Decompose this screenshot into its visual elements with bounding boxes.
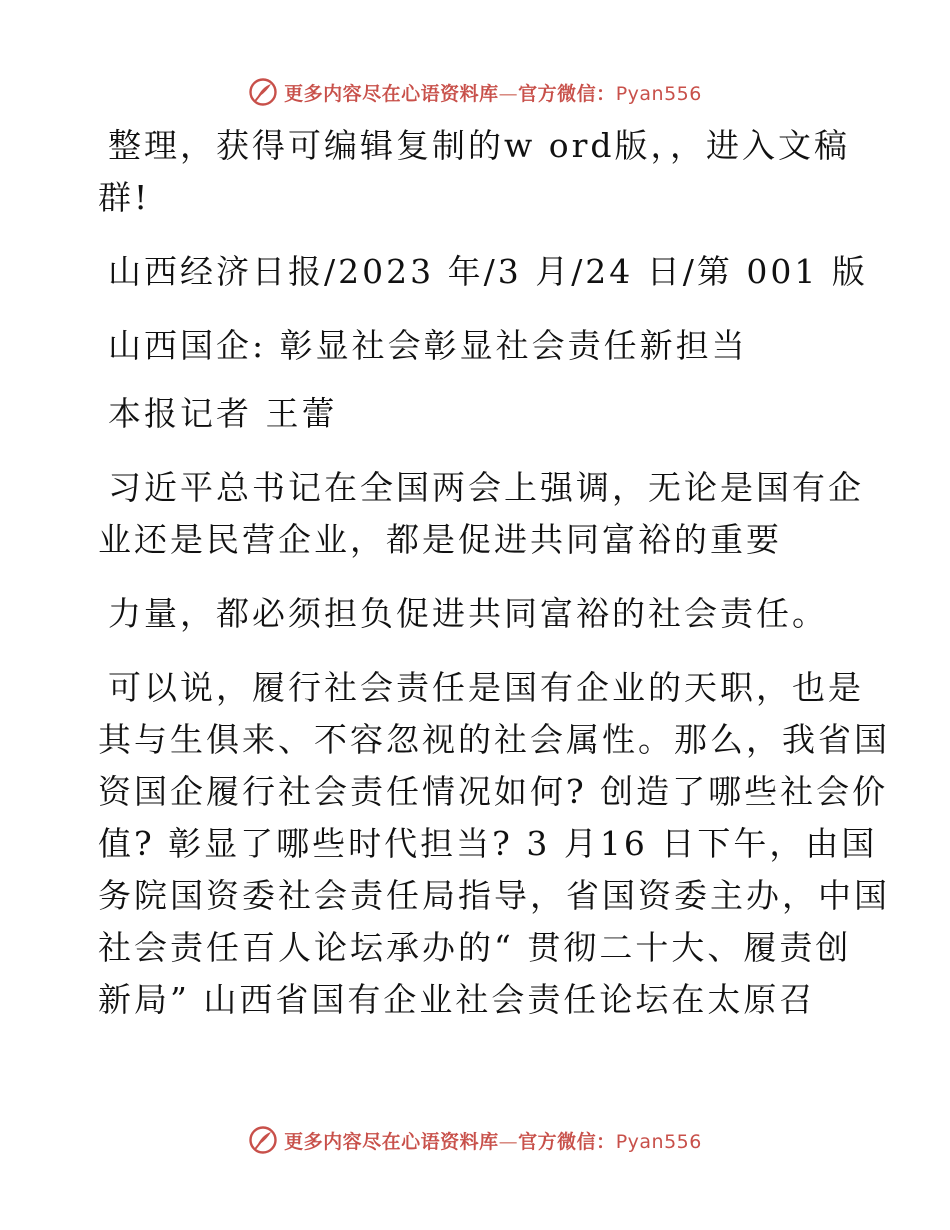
paragraph-3-line-7: 新局” 山西省国有企业社会责任论坛在太原召: [98, 980, 816, 1019]
article-headline: 山西国企: 彰显社会彰显社会责任新担当: [108, 326, 748, 365]
header-banner-wechat-label: 官方微信：: [518, 82, 616, 105]
paragraph-2-line-1: 力量，都必须担负促进共同富裕的社会责任。: [108, 594, 828, 633]
quill-logo-icon: [248, 77, 278, 107]
header-banner-wechat-id: Pyan556: [615, 82, 702, 105]
intro-line-2: 群!: [98, 178, 151, 217]
article-byline: 本报记者 王蕾: [108, 394, 338, 433]
quill-logo-icon: [248, 1125, 278, 1155]
paragraph-3-line-2: 其与生俱来、不容忽视的社会属性。那么，我省国: [98, 720, 890, 759]
paragraph-3-line-6: 社会责任百人论坛承办的“ 贯彻二十大、履责创: [98, 928, 852, 967]
intro-line-1: 整理，获得可编辑复制的w ord版，，进入文稿: [108, 126, 851, 165]
footer-banner-wechat-id: Pyan556: [615, 1130, 702, 1153]
paragraph-1-line-2: 业还是民营企业，都是促进共同富裕的重要: [98, 520, 782, 559]
footer-banner-separator: —: [498, 1130, 519, 1153]
paragraph-1-line-1: 习近平总书记在全国两会上强调，无论是国有企: [108, 468, 864, 507]
footer-banner-wechat-label: 官方微信：: [518, 1130, 616, 1153]
paragraph-3-line-3: 资国企履行社会责任情况如何? 创造了哪些社会价: [98, 772, 889, 811]
header-banner: [0, 72, 950, 112]
footer-banner-main: 更多内容尽在心语资料库: [284, 1130, 499, 1153]
header-banner-text: [284, 79, 702, 106]
header-banner-main: 更多内容尽在心语资料库: [284, 82, 499, 105]
header-banner-separator: —: [498, 82, 519, 105]
paragraph-3-line-5: 务院国资委社会责任局指导，省国资委主办，中国: [98, 876, 890, 915]
source-line: 山西经济日报/2023 年/3 月/24 日/第 001 版: [108, 252, 868, 291]
footer-banner-text: [284, 1127, 702, 1154]
paragraph-3-line-4: 值? 彰显了哪些时代担当? 3 月16 日下午，由国: [98, 824, 878, 863]
paragraph-3-line-1: 可以说，履行社会责任是国有企业的天职，也是: [108, 668, 864, 707]
footer-banner: [0, 1120, 950, 1160]
document-body: [98, 122, 890, 1024]
